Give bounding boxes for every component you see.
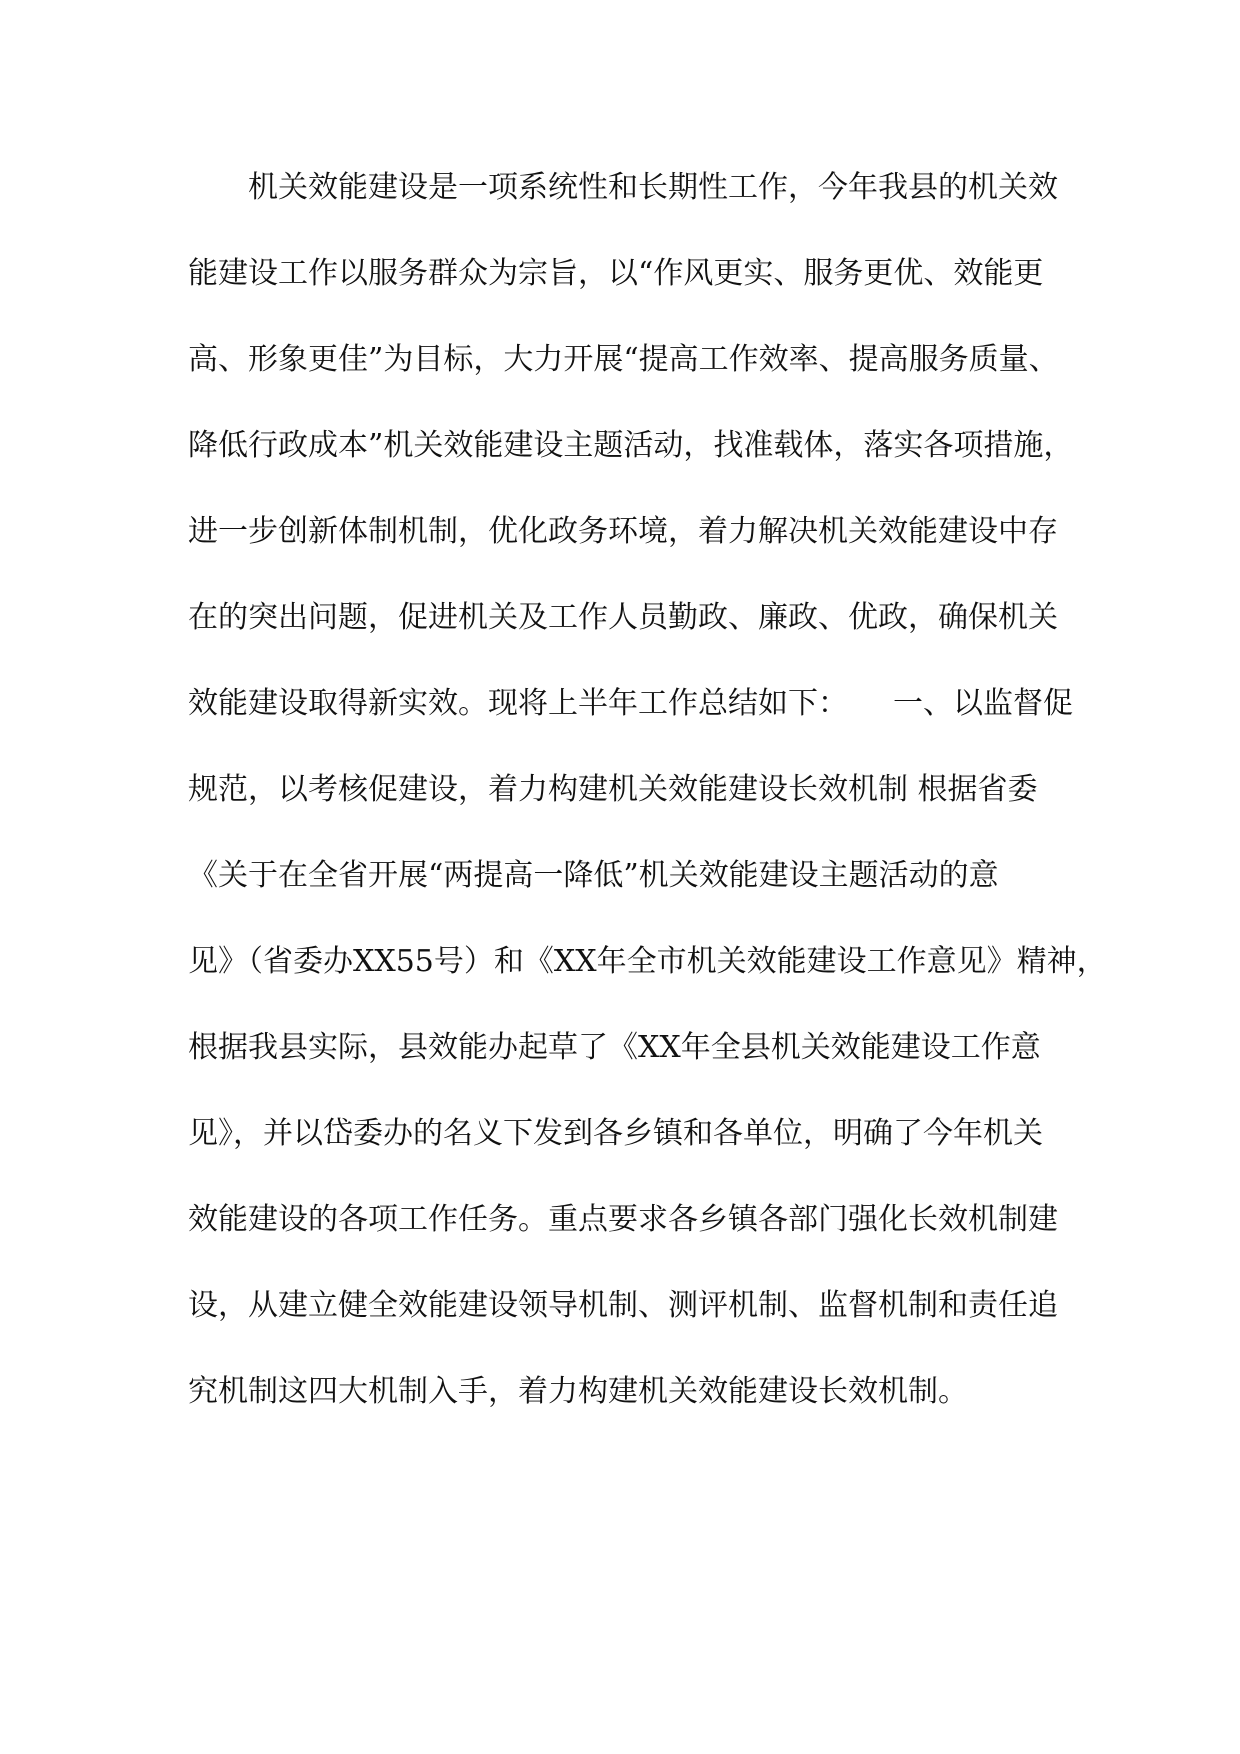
- text-line-6: 在的突出问题，促进机关及工作人员勤政、廉政、优政，确保机关: [188, 600, 1058, 635]
- text-line-8: 规范，以考核促建设，着力构建机关效能建设长效机制 根据省委: [188, 772, 1038, 807]
- text-line-1: 机关效能建设是一项系统性和长期性工作，今年我县的机关效: [188, 170, 1058, 205]
- text-line-5: 进一步创新体制机制，优化政务环境，着力解决机关效能建设中存: [188, 514, 1058, 549]
- text-line-7: 效能建设取得新实效。现将上半年工作总结如下： 一、以监督促: [188, 686, 1073, 721]
- text-line-13: 效能建设的各项工作任务。重点要求各乡镇各部门强化长效机制建: [188, 1202, 1058, 1237]
- text-line-4: 降低行政成本”机关效能建设主题活动，找准载体，落实各项措施，: [188, 428, 1074, 463]
- text-line-3: 高、形象更佳”为目标，大力开展“提高工作效率、提高服务质量、: [188, 342, 1059, 377]
- text-line-12: 见》，并以岱委办的名义下发到各乡镇和各单位，明确了今年机关: [188, 1116, 1043, 1151]
- text-line-14: 设，从建立健全效能建设领导机制、测评机制、监督机制和责任追: [188, 1288, 1058, 1323]
- text-line-15: 究机制这四大机制入手，着力构建机关效能建设长效机制。: [188, 1374, 968, 1409]
- text-line-11: 根据我县实际，县效能办起草了《XX年全县机关效能建设工作意: [188, 1030, 1041, 1065]
- text-line-2: 能建设工作以服务群众为宗旨，以“作风更实、服务更优、效能更: [188, 256, 1044, 291]
- text-line-10: 见》（省委办XX55号）和《XX年全市机关效能建设工作意见》精神，: [188, 944, 1107, 979]
- text-line-9: 《关于在全省开展“两提高一降低”机关效能建设主题活动的意: [188, 858, 999, 893]
